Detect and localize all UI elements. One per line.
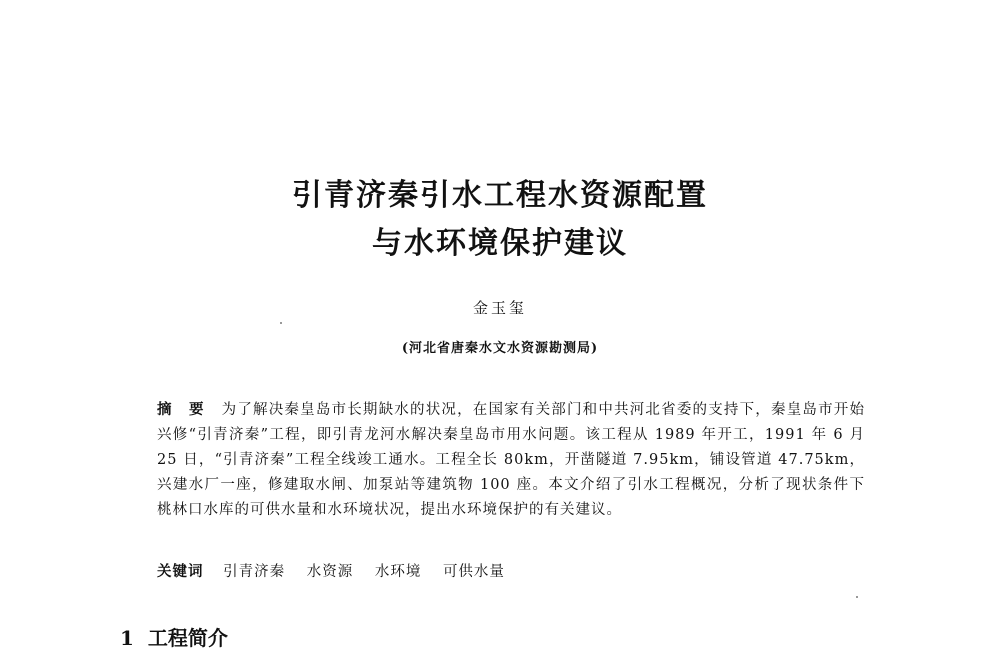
paper-title-line-1: 引青济秦引水工程水资源配置 <box>292 178 708 213</box>
author-affiliation: (河北省唐秦水文水资源勘测局) <box>401 341 599 356</box>
keyword-item: 可供水量 <box>442 564 505 580</box>
abstract-label: 摘 要 <box>157 402 210 418</box>
abstract-text: 为了解决秦皇岛市长期缺水的状况，在国家有关部门和中共河北省委的支持下，秦皇岛市开始兴修“引青济秦”工程，即引青龙河水解决秦皇岛市用水问题。该工程从 1989 年开工，1991 年 6 月 25 日，“引青济秦”工程全线竣工通水。工程全长 80km，开凿隧道 7.95km，铺设管道 47.75km，兴建水厂一座，修建取水闸、加泵站等建筑物 100 座。本文介绍了引水工程概况，分析了现状条件下桃林口水库的可供水量和水环境状况，提出水环境保护的有关建议。 <box>157 402 865 518</box>
keyword-item: 水资源 <box>306 564 354 580</box>
keyword-item: 水环境 <box>374 564 422 580</box>
section-heading <box>120 622 228 651</box>
paper-title-line-2: 与水环境保护建议 <box>372 226 628 261</box>
abstract-paragraph <box>157 398 865 523</box>
scan-speck <box>280 322 282 324</box>
keywords-line <box>157 560 521 581</box>
section-number: 1 <box>120 626 134 650</box>
section-title: 工程简介 <box>147 626 228 650</box>
keywords-label: 关键词 <box>157 564 204 580</box>
keyword-item: 引青济秦 <box>223 564 286 580</box>
scan-speck <box>856 596 858 598</box>
author-name: 金玉玺 <box>472 299 527 317</box>
